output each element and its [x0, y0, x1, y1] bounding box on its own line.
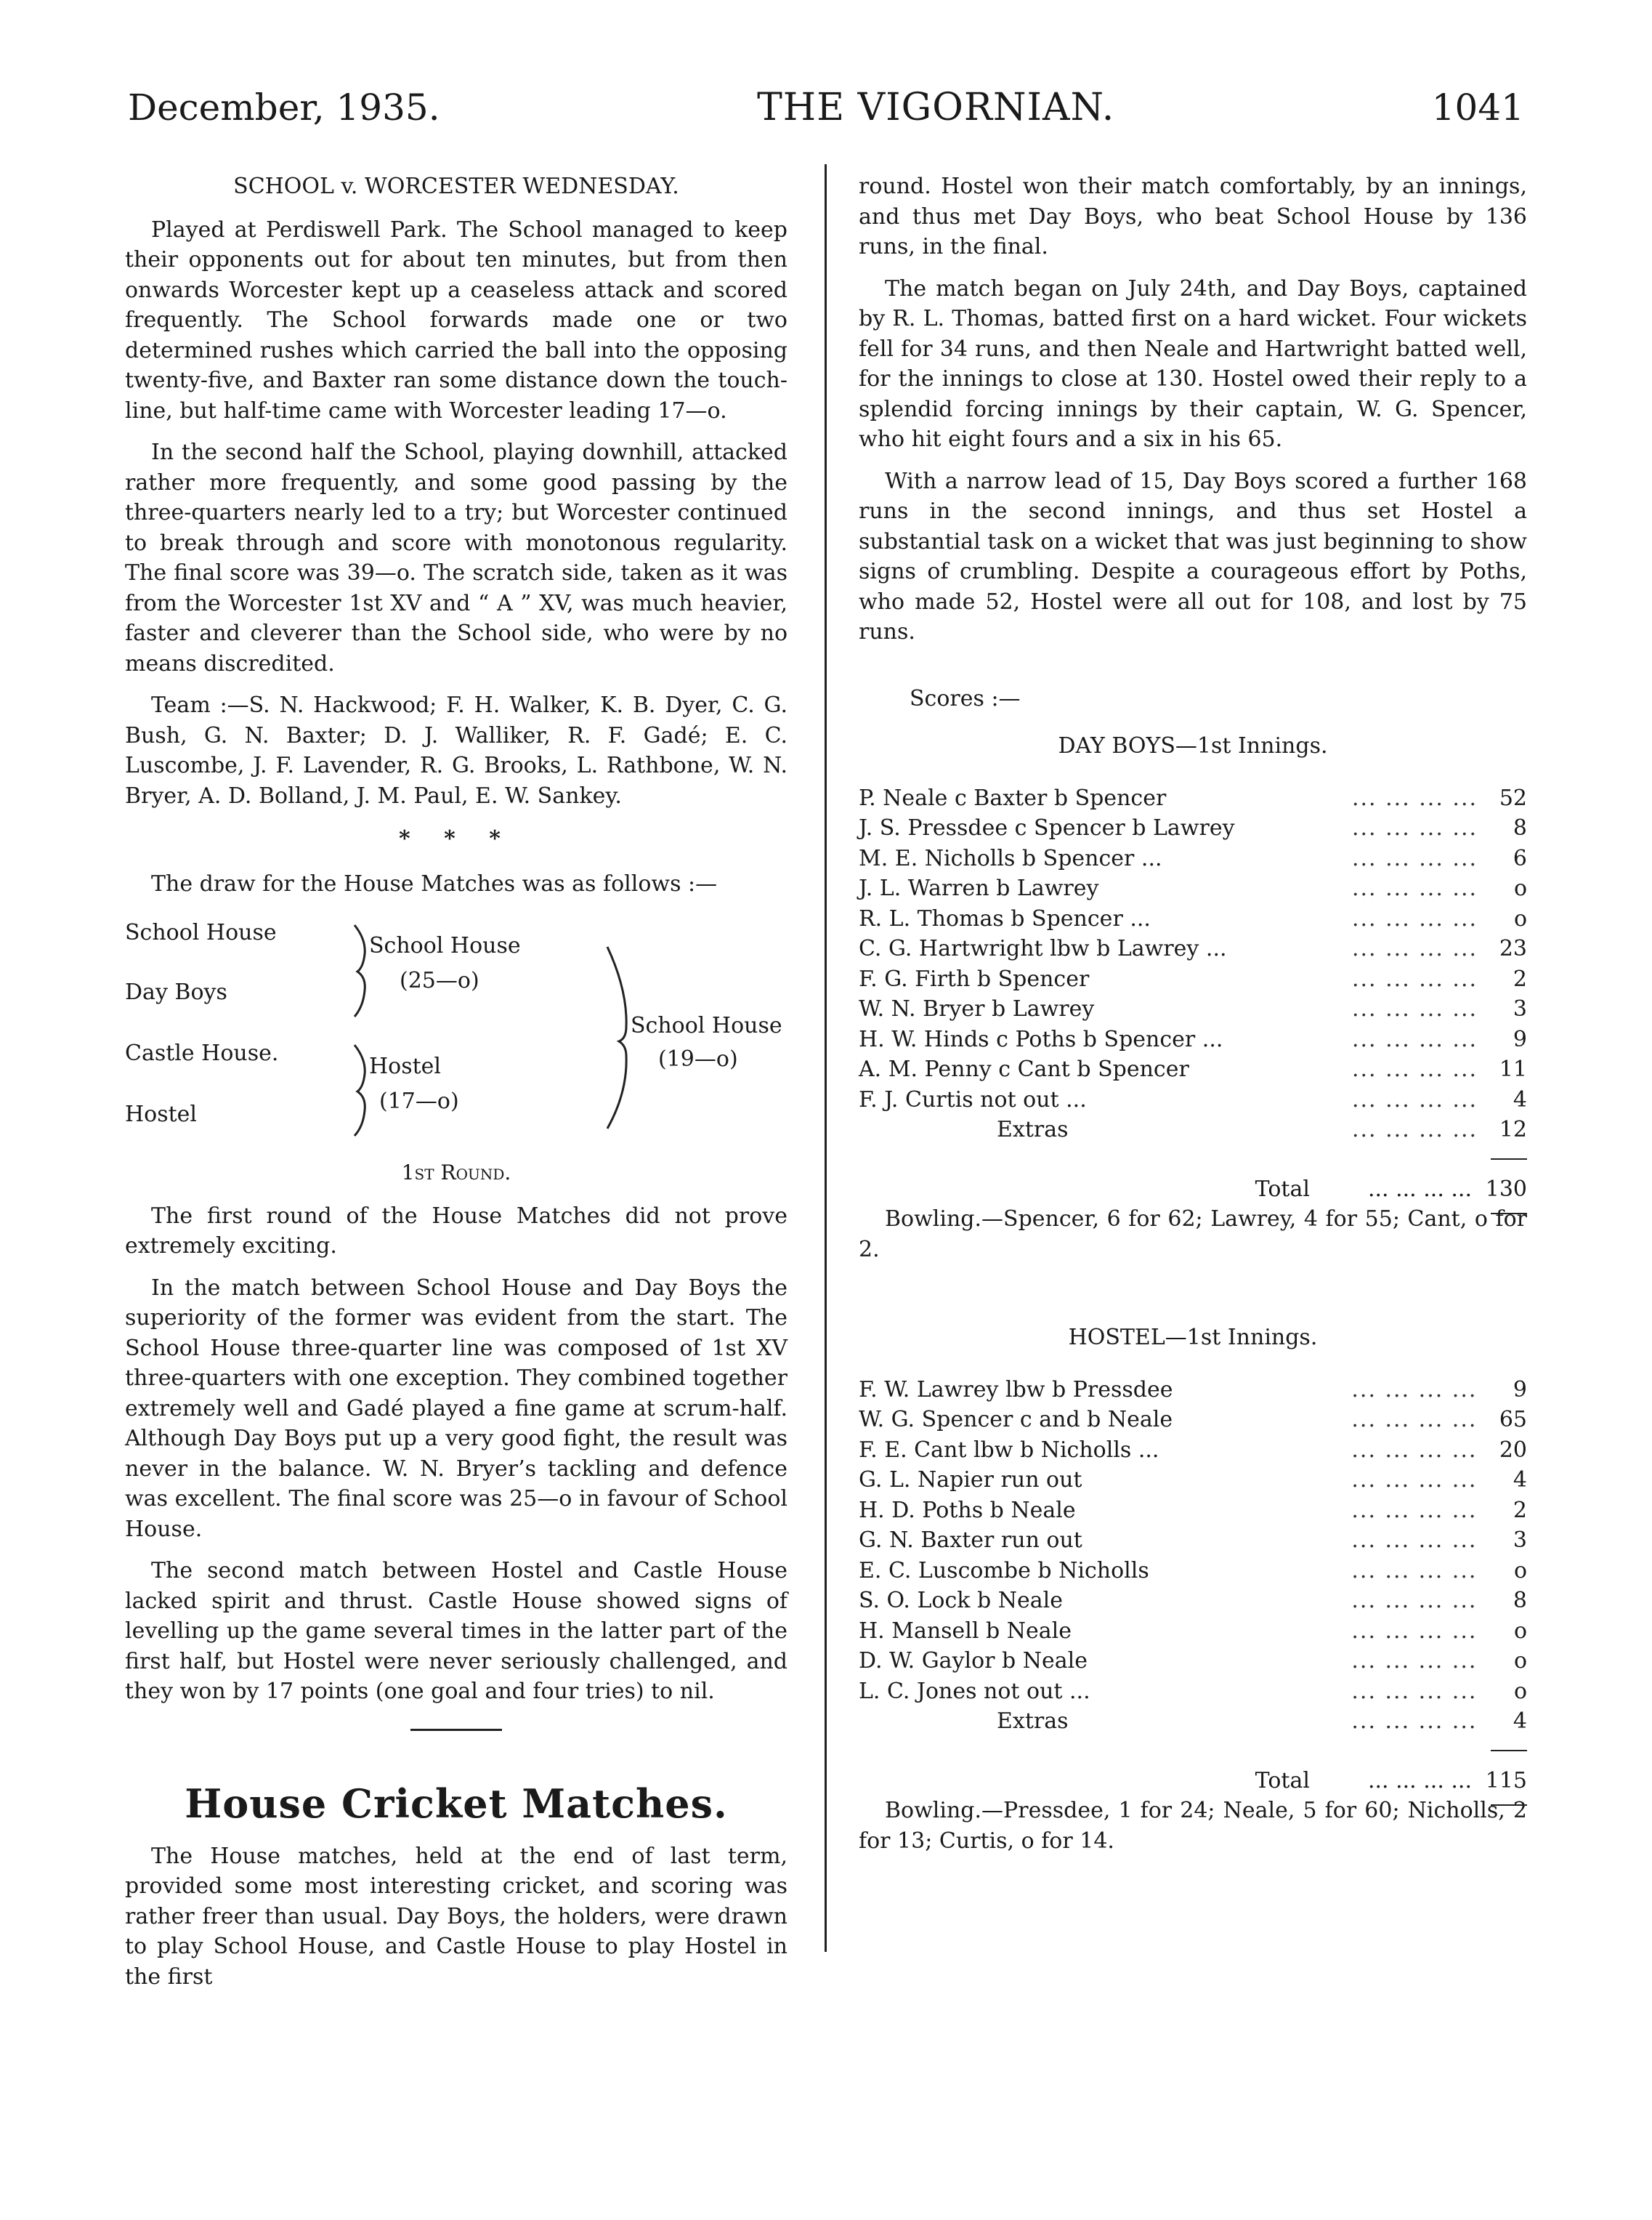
section-break-stars: * * * — [399, 826, 514, 852]
leader-dots: ... ... ... ... — [1351, 1086, 1478, 1113]
batsman-dismissal: G. N. Baxter run out — [859, 1527, 1082, 1553]
runs-scored: 9 — [1513, 1026, 1527, 1052]
leader-dots: ... ... ... ... — [1351, 815, 1478, 841]
batsman-dismissal: F. E. Cant lbw b Nicholls ... — [859, 1437, 1159, 1463]
runs-scored: 11 — [1499, 1057, 1527, 1082]
hostel-total-row — [859, 1766, 1527, 1796]
runs-scored: o — [1513, 1557, 1527, 1583]
dayboys-innings-heading: DAY BOYS—1st Innings. — [1058, 733, 1328, 759]
dayboys-total-row — [859, 1174, 1527, 1205]
rugby-paragraph: In the second half the School, playing downhill, attacked rather more frequently, and some good passing by the three-quarters nearly led to a try; but Worcester continued to break through and score with monotonous regularity. The final score was 39—o. The scratch side, taken as it was from the Worcester 1st XV and “ A ” XV, was much heavier, faster and cleverer than the School side, who were by no means discredited. — [125, 440, 787, 677]
leader-dots: ... ... ... ... — [1351, 1437, 1478, 1463]
extras-label: Extras — [997, 1117, 1069, 1142]
extras-row — [859, 1706, 1527, 1737]
first-round-heading: 1st Round. — [401, 1161, 511, 1184]
scorecard-row — [859, 1616, 1527, 1647]
column-divider — [825, 164, 827, 1952]
leader-dots: ... ... ... ... — [1351, 1527, 1478, 1553]
page-header — [128, 86, 1524, 144]
leader-dots: ... ... ... ... — [1351, 1708, 1478, 1734]
batsman-dismissal: C. G. Hartwright lbw b Lawrey ... — [859, 936, 1227, 961]
leader-dots: ... ... ... ... — [1351, 1618, 1478, 1644]
leader-dots: ... ... ... ... — [1351, 996, 1478, 1022]
batsman-dismissal: H. D. Poths b Neale — [859, 1497, 1076, 1523]
leader-dots: ... ... ... ... — [1351, 785, 1478, 811]
draw-intro: The draw for the House Matches was as follows :— — [151, 871, 718, 897]
left-column — [125, 171, 787, 2003]
cricket-paragraph: round. Hostel won their match comfortably, by an innings, and thus met Day Boys, who beat School House by 136 runs, in the final. — [859, 174, 1527, 259]
runs-scored: 8 — [1513, 815, 1527, 841]
total-dots: ... ... ... ... — [1367, 1176, 1472, 1202]
scorecard-row — [859, 964, 1527, 995]
draw-final-score: (19—o) — [658, 1046, 738, 1072]
scorecard-row — [859, 994, 1527, 1025]
runs-scored: o — [1513, 1678, 1527, 1704]
rugby-match-heading: SCHOOL v. WORCESTER WEDNESDAY. — [233, 174, 679, 199]
leader-dots: ... ... ... ... — [1351, 1588, 1478, 1613]
dayboys-scorecard — [859, 783, 1527, 1145]
draw-team-day-boys: Day Boys — [125, 980, 227, 1005]
extras-runs: 4 — [1513, 1708, 1527, 1734]
batsman-dismissal: A. M. Penny c Cant b Spencer — [859, 1057, 1189, 1082]
total-label: Total — [1255, 1176, 1310, 1202]
leader-dots: ... ... ... ... — [1351, 876, 1478, 901]
rugby-team-list: Team :—S. N. Hackwood; F. H. Walker, K. B. Dyer, C. G. Bush, G. N. Baxter; D. J. Walliker, R. F. Gadé; E. C. Luscombe, J. F. Lavender, R. G. Brooks, L. Rathbone, W. N. Bryer, A. D. Bolland, J. M. Paul, E. W. Sankey. — [125, 693, 787, 809]
scorecard-row — [859, 1085, 1527, 1115]
runs-scored: o — [1513, 1648, 1527, 1674]
runs-scored: 4 — [1513, 1467, 1527, 1493]
batsman-dismissal: F. J. Curtis not out ... — [859, 1086, 1087, 1113]
batsman-dismissal: M. E. Nicholls b Spencer ... — [859, 845, 1162, 871]
runs-scored: 8 — [1513, 1588, 1527, 1613]
runs-scored: 6 — [1513, 845, 1527, 871]
page-number: 1041 — [1431, 86, 1524, 129]
batsman-dismissal: F. G. Firth b Spencer — [859, 966, 1090, 992]
leader-dots: ... ... ... ... — [1351, 1557, 1478, 1583]
scorecard-row — [859, 1435, 1527, 1466]
scorecard-row — [859, 1405, 1527, 1435]
cricket-section-heading: House Cricket Matches. — [185, 1780, 728, 1827]
batsman-dismissal: R. L. Thomas b Spencer ... — [859, 905, 1151, 932]
dayboys-total: 130 — [1476, 1174, 1527, 1205]
scorecard-row — [859, 1525, 1527, 1556]
draw-team-school-house: School House — [125, 920, 277, 945]
batsman-dismissal: W. N. Bryer b Lawrey — [859, 996, 1095, 1022]
scorecard-row — [859, 1676, 1527, 1707]
batsman-dismissal: L. C. Jones not out ... — [859, 1678, 1090, 1704]
draw-semi1-score: (25—o) — [400, 968, 479, 993]
rugby-paragraph: Played at Perdiswell Park. The School managed to keep their opponents out for about ten minutes, but from then onwards Worcester kept up a ceaseless attack and scored frequently. The School forwards made one or two determined rushes which carried the ball into the opposing twenty-five, and Baxter ran some distance down the touch-line, but half-time came with Worcester leading 17—o. — [125, 217, 787, 424]
draw-final-winner: School House — [631, 1013, 782, 1038]
batsman-dismissal: P. Neale c Baxter b Spencer — [859, 785, 1167, 811]
scorecard-row — [859, 904, 1527, 935]
scorecard-row — [859, 844, 1527, 874]
leader-dots: ... ... ... ... — [1351, 1026, 1478, 1052]
runs-scored: 20 — [1499, 1437, 1527, 1463]
leader-dots: ... ... ... ... — [1351, 905, 1478, 932]
runs-scored: 3 — [1513, 1527, 1527, 1553]
batsman-dismissal: J. L. Warren b Lawrey — [859, 876, 1099, 901]
scorecard-row — [859, 1496, 1527, 1526]
runs-scored: 9 — [1513, 1376, 1527, 1402]
draw-team-hostel: Hostel — [125, 1102, 198, 1127]
scorecard-row — [859, 1646, 1527, 1676]
scorecard-row — [859, 1054, 1527, 1085]
hostel-innings-heading: HOSTEL—1st Innings. — [1068, 1325, 1318, 1350]
leader-dots: ... ... ... ... — [1351, 1678, 1478, 1704]
batsman-dismissal: E. C. Luscombe b Nicholls — [859, 1557, 1149, 1583]
cricket-paragraph: With a narrow lead of 15, Day Boys scored a further 168 runs in the second innings, and thus set Hostel a substantial task on a wicket that was just beginning to show signs of crumbling. Despite a courageous effort by Poths, who made 52, Hostel were all out for 108, and lost by 75 runs. — [859, 468, 1527, 645]
leader-dots: ... ... ... ... — [1351, 1407, 1478, 1432]
hostel-scorecard — [859, 1375, 1527, 1737]
runs-scored: 4 — [1513, 1086, 1527, 1113]
cricket-paragraph: The House matches, held at the end of last term, provided some most interesting cricket, and scoring was rather freer than usual. Day Boys, the holders, were drawn to play School House, and Castle House to play Hostel in the first — [125, 1843, 787, 1990]
draw-semi2-winner: Hostel — [369, 1054, 442, 1079]
scorecard-row — [859, 873, 1527, 904]
batsman-dismissal: H. W. Hinds c Poths b Spencer ... — [859, 1026, 1223, 1052]
leader-dots: ... ... ... ... — [1351, 966, 1478, 992]
runs-scored: o — [1513, 876, 1527, 901]
hostel-bowling: Bowling.—Pressdee, 1 for 24; Neale, 5 for 60; Nicholls, 2 for 13; Curtis, o for 14. — [859, 1798, 1527, 1854]
house-match-draw-bracket — [125, 911, 787, 1150]
scores-label: Scores :— — [910, 685, 1021, 711]
draw-team-castle-house: Castle House. — [125, 1041, 279, 1066]
leader-dots: ... ... ... ... — [1351, 1376, 1478, 1402]
leader-dots: ... ... ... ... — [1351, 845, 1478, 871]
leader-dots: ... ... ... ... — [1351, 936, 1478, 961]
round-paragraph: The second match between Hostel and Castle House lacked spirit and thrust. Castle House showed signs of levelling up the game several times in the latter part of the first half, but Hostel were never seriously challenged, and they won by 17 points (one goal and four tries) to nil. — [125, 1558, 787, 1704]
batsman-dismissal: F. W. Lawrey lbw b Pressdee — [859, 1376, 1173, 1402]
total-dots: ... ... ... ... — [1367, 1767, 1472, 1793]
scorecard-row — [859, 1375, 1527, 1405]
dayboys-bowling: Bowling.—Spencer, 6 for 62; Lawrey, 4 for 55; Cant, o for 2. — [859, 1206, 1527, 1262]
runs-scored: o — [1513, 905, 1527, 932]
extras-label: Extras — [997, 1708, 1069, 1734]
extras-row — [859, 1115, 1527, 1145]
scorecard-row — [859, 813, 1527, 844]
section-rule — [410, 1729, 502, 1731]
masthead-title: THE VIGORNIAN. — [757, 86, 1115, 129]
runs-scored: 3 — [1513, 996, 1527, 1022]
scorecard-row — [859, 1556, 1527, 1586]
issue-date: December, 1935. — [128, 86, 440, 129]
runs-scored: 52 — [1499, 785, 1527, 811]
batsman-dismissal: W. G. Spencer c and b Neale — [859, 1407, 1173, 1432]
batsman-dismissal: S. O. Lock b Neale — [859, 1588, 1063, 1613]
hostel-total: 115 — [1476, 1766, 1527, 1796]
scorecard-row — [859, 1025, 1527, 1055]
round-paragraph: The first round of the House Matches did not prove extremely exciting. — [125, 1203, 787, 1259]
extras-runs: 12 — [1499, 1117, 1527, 1142]
scorecard-row — [859, 1586, 1527, 1616]
leader-dots: ... ... ... ... — [1351, 1057, 1478, 1082]
total-label: Total — [1255, 1767, 1310, 1793]
batsman-dismissal: G. L. Napier run out — [859, 1467, 1082, 1493]
batsman-dismissal: J. S. Pressdee c Spencer b Lawrey — [859, 815, 1235, 841]
leader-dots: ... ... ... ... — [1351, 1467, 1478, 1493]
runs-scored: 2 — [1513, 966, 1527, 992]
scorecard-row — [859, 1465, 1527, 1496]
round-paragraph: In the match between School House and Day Boys the superiority of the former was evident from the start. The School House three-quarter line was composed of 1st XV three-quarters with one exception. They combined together extremely well and Gadé played a fine game at scrum-half. Although Day Boys put up a very good fight, the result was never in the balance. W. N. Bryer’s tackling and defence was excellent. The final score was 25—o in favour of School House. — [125, 1275, 787, 1542]
scorecard-row — [859, 934, 1527, 964]
runs-scored: 23 — [1499, 936, 1527, 961]
leader-dots: ... ... ... ... — [1351, 1117, 1478, 1142]
runs-scored: 2 — [1513, 1497, 1527, 1523]
scorecard-row — [859, 783, 1527, 814]
cricket-paragraph: The match began on July 24th, and Day Boys, captained by R. L. Thomas, batted first on a hard wicket. Four wickets fell for 34 runs, and then Neale and Hartwright batted well, for the innings to close at 130. Hostel owed their reply to a splendid forcing innings by their captain, W. G. Spencer, who hit eight fours and a six in his 65. — [859, 275, 1527, 452]
runs-scored: 65 — [1499, 1407, 1527, 1432]
right-column — [859, 171, 1527, 1868]
batsman-dismissal: D. W. Gaylor b Neale — [859, 1648, 1088, 1674]
draw-semi1-winner: School House — [369, 933, 521, 958]
leader-dots: ... ... ... ... — [1351, 1648, 1478, 1674]
runs-scored: o — [1513, 1618, 1527, 1644]
batsman-dismissal: H. Mansell b Neale — [859, 1618, 1072, 1644]
leader-dots: ... ... ... ... — [1351, 1497, 1478, 1523]
draw-semi2-score: (17—o) — [379, 1089, 459, 1114]
